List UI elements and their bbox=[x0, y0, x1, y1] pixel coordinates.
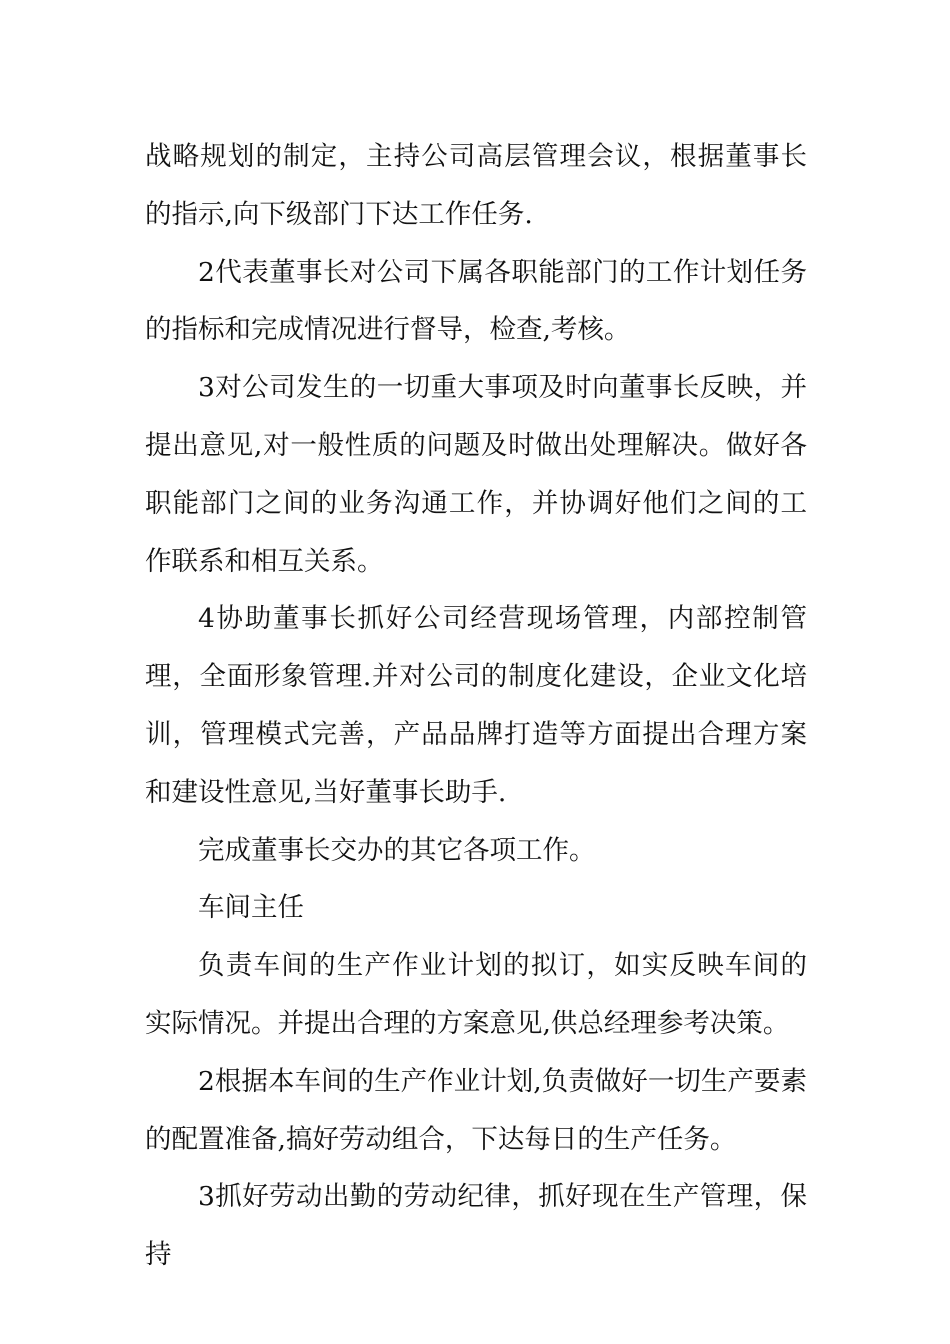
section-heading-workshop-director: 车间主任 bbox=[198, 892, 304, 924]
paragraph-3: 3对公司发生的一切重大事项及时向董事长反映，并提出意见,对一般性质的问题及时做出处理解决。做好各职能部门之间的业务沟通工作，并协调好他们之间的工作联系和相互关系。 bbox=[145, 372, 807, 577]
paragraph-2: 2代表董事长对公司下属各职能部门的工作计划任务的指标和完成情况进行督导，检查,考核。 bbox=[145, 256, 807, 346]
paragraph-7: 负责车间的生产作业计划的拟订，如实反映车间的实际情况。并提出合理的方案意见,供总经理参考决策。 bbox=[145, 950, 807, 1039]
paragraph-5: 完成董事长交办的其它各项工作。 bbox=[198, 834, 596, 866]
document-body bbox=[145, 128, 807, 1284]
paragraph-4: 4协助董事长抓好公司经营现场管理，内部控制管理，全面形象管理.并对公司的制度化建设，企业文化培训，管理模式完善，产品品牌打造等方面提出合理方案和建设性意见,当好董事长助手. bbox=[145, 603, 807, 808]
paragraph-8: 2根据本车间的生产作业计划,负责做好一切生产要素的配置准备,搞好劳动组合，下达每日的生产任务。 bbox=[145, 1065, 807, 1155]
paragraph-1: 战略规划的制定，主持公司高层管理会议，根据董事长的指示,向下级部门下达工作任务. bbox=[145, 141, 807, 230]
paragraph-9: 3抓好劳动出勤的劳动纪律，抓好现在生产管理，保持 bbox=[145, 1181, 807, 1271]
